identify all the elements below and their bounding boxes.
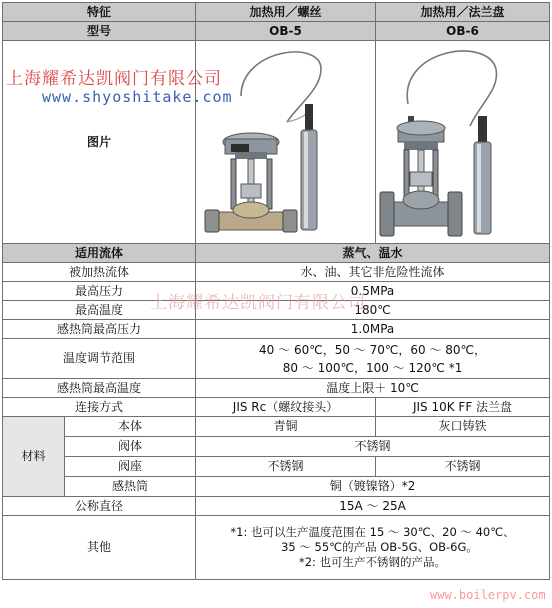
header-col2: 加热用／法兰盘 [376, 3, 550, 22]
material-seat-row [3, 457, 550, 477]
max-pressure-row [3, 282, 550, 301]
sensor-max-temp-value: 温度上限＋ 10℃ [196, 379, 550, 398]
nominal-diameter-row [3, 497, 550, 516]
fluid-row [3, 244, 550, 263]
others-label: 其他 [3, 516, 196, 580]
others-notes [196, 516, 550, 580]
sensor-max-temp-row [3, 379, 550, 398]
material-sensor-row [3, 477, 550, 497]
watermark-footer: www.boilerpv.com [430, 588, 546, 602]
header-feature: 特征 [3, 3, 196, 22]
max-temp-label: 最高温度 [3, 301, 196, 320]
watermark-company-center: 上海耀希达凯阀门有限公司 [150, 293, 366, 313]
material-sensor-label: 感热筒 [65, 477, 196, 497]
picture-row [3, 41, 550, 244]
heated-fluid-row [3, 263, 550, 282]
max-temp-value: 180℃ [196, 301, 550, 320]
model-row [3, 22, 550, 41]
material-seat-label: 阀座 [65, 457, 196, 477]
temp-range-row [3, 339, 550, 379]
watermark-site: www.shyoshitake.com [42, 88, 233, 106]
connection-col2: JIS 10K FF 法兰盘 [376, 398, 550, 417]
max-temp-row [3, 301, 550, 320]
fluid-label: 适用流体 [3, 244, 196, 263]
header-row [3, 3, 550, 22]
model-col2: OB-6 [376, 22, 550, 41]
material-valve-value: 不锈钢 [196, 437, 550, 457]
others-line3: *2: 也可生产不锈钢的产品。 [298, 555, 447, 569]
connection-col1: JIS Rc（螺纹接头） [196, 398, 376, 417]
sensor-max-pressure-row [3, 320, 550, 339]
model-label: 型号 [3, 22, 196, 41]
heated-fluid-label: 被加热流体 [3, 263, 196, 282]
material-valve-row [3, 437, 550, 457]
valve-flanged-icon [378, 44, 548, 240]
model-col1: OB-5 [196, 22, 376, 41]
nominal-diameter-value: 15A ～ 25A [196, 497, 550, 516]
temp-range-label: 温度调节范围 [3, 339, 196, 379]
material-body-col1: 青铜 [196, 417, 376, 437]
material-label: 材料 [3, 417, 65, 497]
material-sensor-value: 铜（镀镍铬）*2 [196, 477, 550, 497]
material-seat-col1: 不锈钢 [196, 457, 376, 477]
image-col2 [376, 41, 550, 244]
others-line2: 35 ～ 55℃的产品 OB-5G、OB-6G。 [281, 540, 478, 554]
spec-table [2, 2, 550, 580]
picture-label: 图片 [3, 41, 196, 244]
image-col1 [196, 41, 376, 244]
connection-label: 连接方式 [3, 398, 196, 417]
sensor-max-pressure-label: 感热筒最高压力 [3, 320, 196, 339]
material-body-col2: 灰口铸铁 [376, 417, 550, 437]
others-row [3, 516, 550, 580]
valve-threaded-icon [201, 44, 371, 240]
watermark-company: 上海耀希达凯阀门有限公司 [6, 69, 222, 89]
fluid-value: 蒸气、温水 [196, 244, 550, 263]
nominal-diameter-label: 公称直径 [3, 497, 196, 516]
max-pressure-value: 0.5MPa [196, 282, 550, 301]
material-body-row [3, 417, 550, 437]
temp-range-value [196, 339, 550, 379]
max-pressure-label: 最高压力 [3, 282, 196, 301]
material-valve-label: 阀体 [65, 437, 196, 457]
header-col1: 加热用／螺丝 [196, 3, 376, 22]
temp-range-line2: 80 ～ 100℃，100 ～ 120℃ *1 [282, 360, 463, 375]
connection-row [3, 398, 550, 417]
temp-range-line1: 40 ～ 60℃，50 ～ 70℃，60 ～ 80℃， [259, 342, 486, 357]
sensor-max-pressure-value: 1.0MPa [196, 320, 550, 339]
material-seat-col2: 不锈钢 [376, 457, 550, 477]
material-body-label: 本体 [65, 417, 196, 437]
others-line1: *1: 也可以生产温度范围在 15 ～ 30℃、20 ～ 40℃、 [230, 525, 515, 539]
heated-fluid-value: 水、油、其它非危险性流体 [196, 263, 550, 282]
sensor-max-temp-label: 感热筒最高温度 [3, 379, 196, 398]
